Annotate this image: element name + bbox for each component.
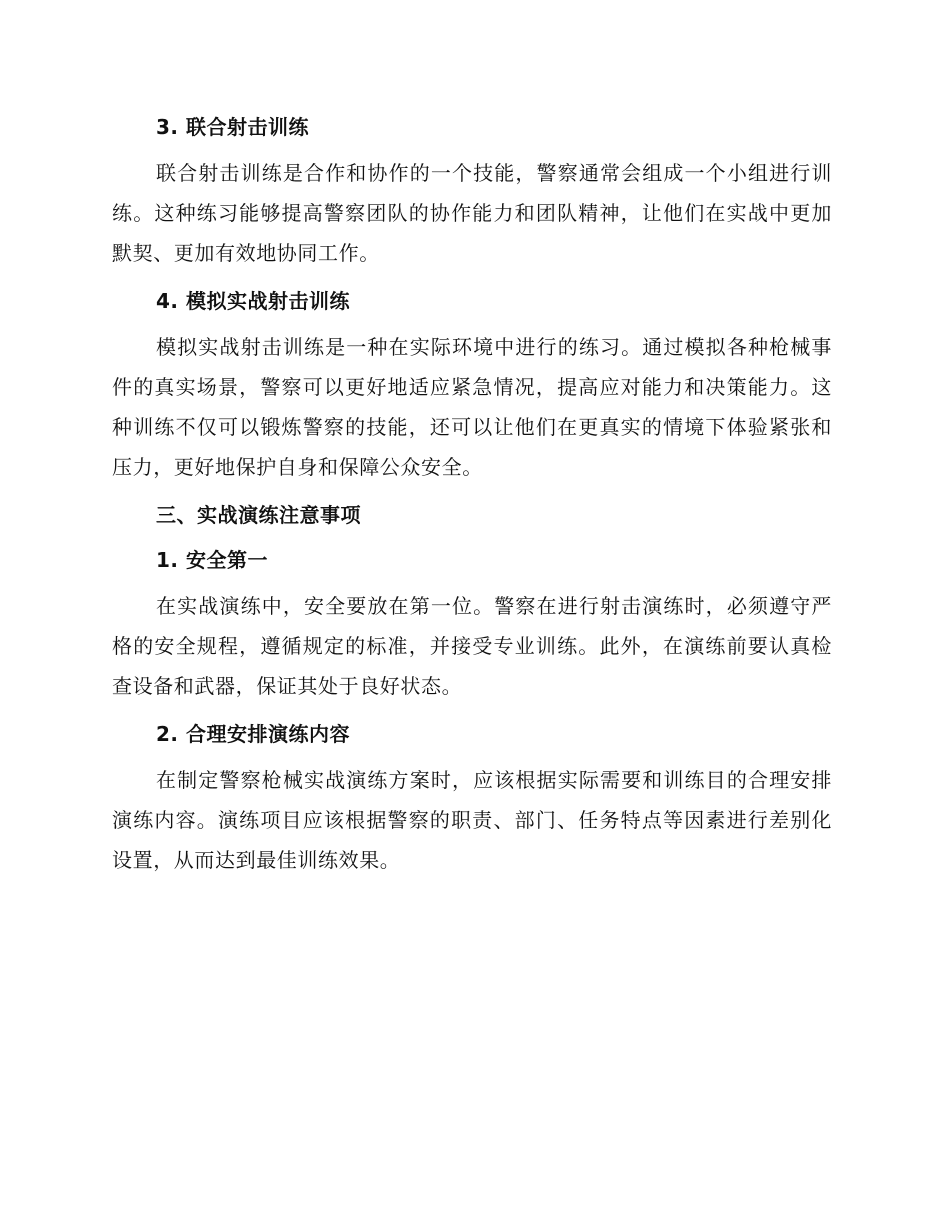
subheading-joint-shooting: 3. 联合射击训练: [156, 115, 309, 139]
subheading-simulated-combat: 4. 模拟实战射击训练: [156, 289, 350, 313]
paragraph-simulated-combat: 模拟实战射击训练是一种在实际环境中进行的练习。通过模拟各种枪械事件的真实场景，警察可以更好地适应紧急情况，提高应对能力和决策能力。这种训练不仅可以锻炼警察的技能，还可以让他们在更真实的情境下体验紧张和压力，更好地保护自身和保障公众安全。: [112, 335, 832, 479]
paragraph-safety-first: 在实战演练中，安全要放在第一位。警察在进行射击演练时，必须遵守严格的安全规程，遵循规定的标准，并接受专业训练。此外，在演练前要认真检查设备和武器，保证其处于良好状态。: [112, 594, 832, 698]
document-body: [112, 108, 832, 889]
paragraph-joint-shooting: 联合射击训练是合作和协作的一个技能，警察通常会组成一个小组进行训练。这种练习能够提高警察团队的协作能力和团队精神，让他们在实战中更加默契、更加有效地协同工作。: [112, 161, 832, 265]
section-heading-precautions: 三、实战演练注意事项: [156, 503, 361, 527]
subheading-arrange-content: 2. 合理安排演练内容: [156, 722, 350, 746]
paragraph-arrange-content: 在制定警察枪械实战演练方案时，应该根据实际需要和训练目的合理安排演练内容。演练项目应该根据警察的职责、部门、任务特点等因素进行差别化设置，从而达到最佳训练效果。: [112, 768, 832, 872]
subheading-safety-first: 1. 安全第一: [156, 548, 268, 572]
